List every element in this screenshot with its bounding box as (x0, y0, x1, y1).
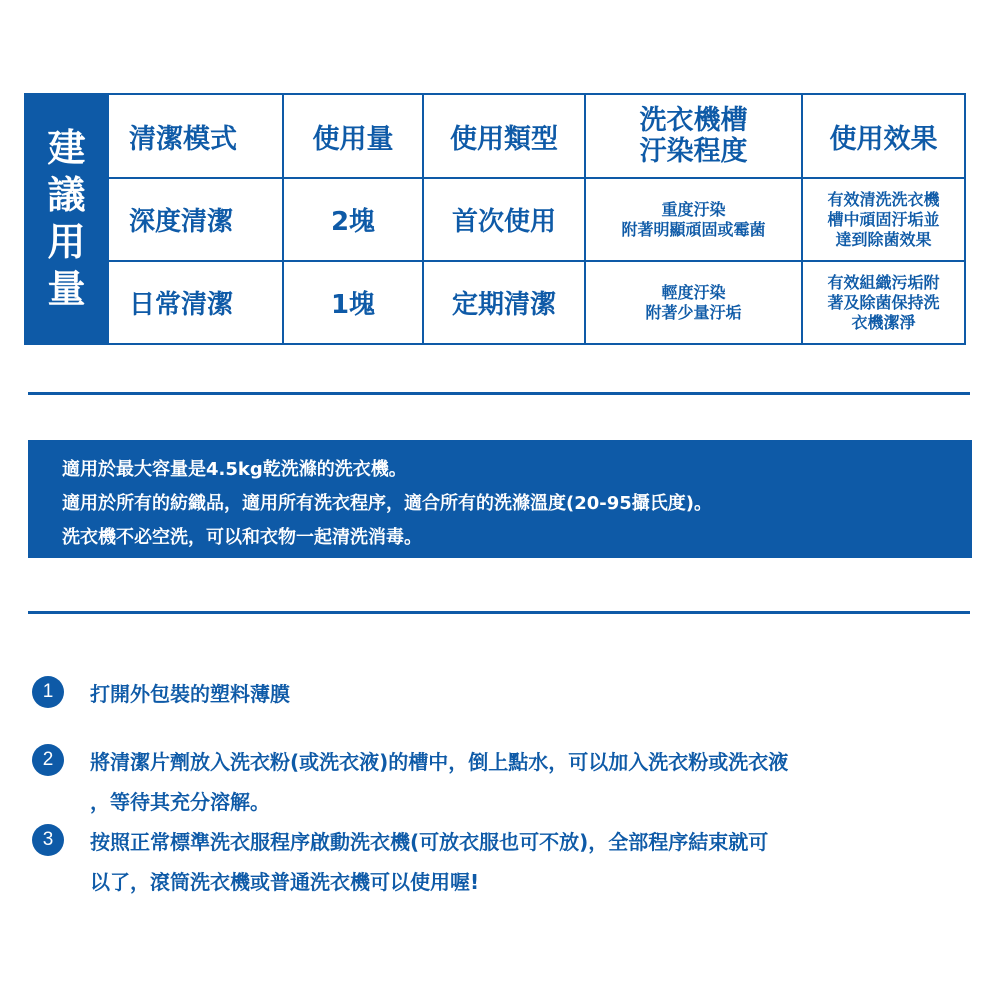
row-effect-line: 著及除菌保持洗 (827, 292, 940, 312)
row-pollution (585, 178, 802, 261)
side-header (25, 94, 108, 344)
divider (28, 611, 970, 614)
step-text-line: 打開外包裝的塑料薄膜 (90, 682, 290, 706)
table-row (25, 178, 965, 261)
row-mode: 深度清潔 (108, 178, 283, 261)
note-line: 適用於最大容量是4.5kg乾洗滌的洗衣機。 (62, 459, 407, 480)
step-number-badge: 2 (32, 744, 64, 776)
row-type: 首次使用 (423, 178, 585, 261)
header-mode: 清潔模式 (108, 94, 283, 178)
row-amount: 2塊 (283, 178, 423, 261)
step-text-line: 將清潔片劑放入洗衣粉(或洗衣液)的槽中，倒上點水，可以加入洗衣粉或洗衣液 (90, 750, 789, 774)
usage-table (24, 93, 966, 345)
notes-panel (28, 440, 972, 558)
step-number-badge: 1 (32, 676, 64, 708)
table-row (25, 261, 965, 344)
note-line: 洗衣機不必空洗，可以和衣物一起清洗消毒。 (62, 527, 422, 548)
side-header-char: 用 (47, 220, 86, 264)
step-text-line: ，等待其充分溶解。 (90, 790, 270, 814)
side-header-char: 量 (47, 267, 86, 311)
header-pollution-line: 汙染程度 (639, 136, 748, 167)
header-type: 使用類型 (423, 94, 585, 178)
note-line: 適用於所有的紡織品，適用所有洗衣程序，適合所有的洗滌溫度(20-95攝氏度)。 (62, 493, 713, 514)
step-text (90, 674, 972, 714)
row-effect-line: 有效清洗洗衣機 (827, 189, 940, 209)
row-pollution-line: 輕度汙染 (661, 282, 726, 302)
row-mode: 日常清潔 (108, 261, 283, 344)
table-header-row (25, 94, 965, 178)
row-effect (802, 261, 965, 344)
side-header-char: 建 (47, 126, 86, 170)
header-amount: 使用量 (283, 94, 423, 178)
header-effect: 使用效果 (802, 94, 965, 178)
step-number-badge: 3 (32, 824, 64, 856)
row-effect-line: 槽中頑固汙垢並 (827, 209, 940, 229)
row-pollution-line: 附著少量汙垢 (645, 302, 742, 322)
header-pollution (585, 94, 802, 178)
row-pollution-line: 重度汙染 (661, 199, 726, 219)
side-header-char: 議 (47, 173, 86, 217)
step-text (90, 742, 972, 822)
row-effect-line: 有效組織污垢附 (827, 272, 940, 292)
row-pollution (585, 261, 802, 344)
row-effect-line: 衣機潔淨 (851, 312, 916, 332)
header-pollution-line: 洗衣機槽 (639, 105, 748, 136)
row-effect (802, 178, 965, 261)
step-text-line: 以了，滾筒洗衣機或普通洗衣機可以使用喔! (90, 870, 480, 894)
step-text (90, 822, 972, 902)
row-type: 定期清潔 (423, 261, 585, 344)
row-pollution-line: 附著明顯頑固或霉菌 (621, 219, 766, 239)
row-amount: 1塊 (283, 261, 423, 344)
divider (28, 392, 970, 395)
step-text-line: 按照正常標準洗衣服程序啟動洗衣機(可放衣服也可不放)，全部程序結束就可 (90, 830, 769, 854)
row-effect-line: 達到除菌效果 (835, 229, 932, 249)
